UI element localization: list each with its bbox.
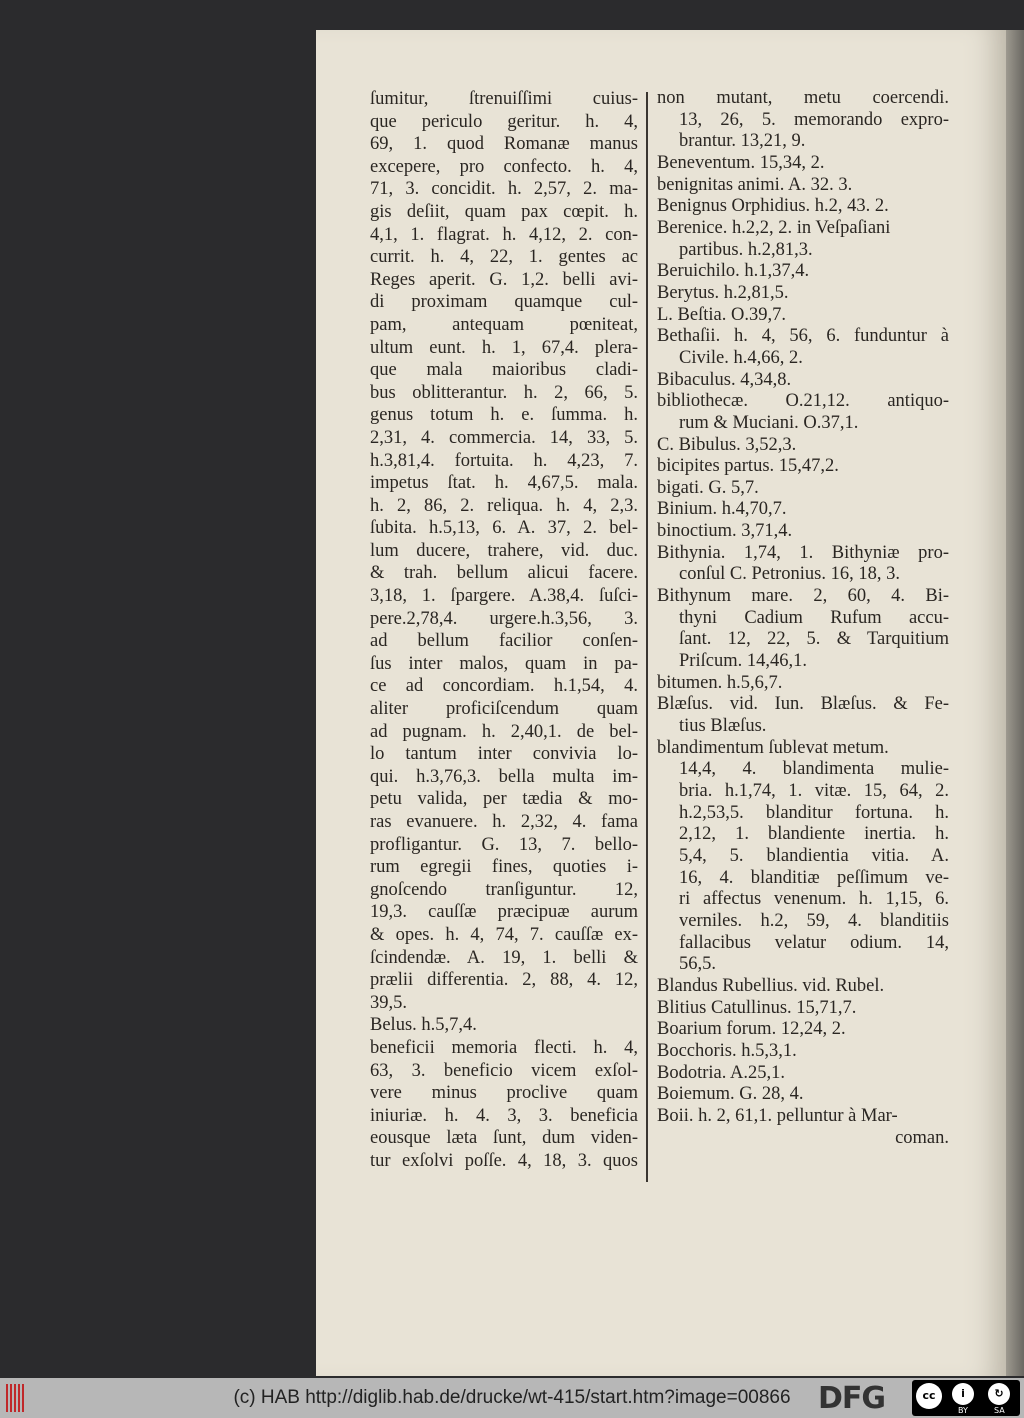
index-line: fallacibus velatur odium. 14, bbox=[679, 932, 949, 953]
index-line: Boii. h. 2, 61,1. pelluntur à Mar- bbox=[657, 1105, 898, 1126]
index-line: eousque læta ſunt, dum viden- bbox=[370, 1128, 638, 1149]
index-line: 19,3. cauſſæ præcipuæ aurum bbox=[370, 902, 638, 923]
index-line: Blæſus. vid. Iun. Blæſus. & Fe- bbox=[657, 694, 949, 715]
index-line: Bocchoris. h.5,3,1. bbox=[657, 1040, 797, 1061]
index-line: Bithynia. 1,74, 1. Bithyniæ pro- bbox=[657, 542, 949, 563]
index-line: Berenice. h.2,2, 2. in Veſpaſiani bbox=[657, 217, 891, 238]
index-line: 13, 26, 5. memorando expro- bbox=[679, 109, 949, 130]
index-line: Reges aperit. G. 1,2. belli avi- bbox=[370, 269, 638, 290]
by-label: BY bbox=[958, 1406, 968, 1415]
cc-icon: cc bbox=[916, 1383, 942, 1409]
index-line: 69, 1. quod Romanæ manus bbox=[370, 134, 638, 155]
index-line: ras evanuere. h. 2,32, 4. fama bbox=[370, 812, 638, 832]
index-line: 56,5. bbox=[679, 954, 716, 975]
index-line: C. Bibulus. 3,52,3. bbox=[657, 434, 797, 455]
index-line: ce ad concordiam. h.1,54, 4. bbox=[370, 676, 638, 697]
index-line: lum ducere, trahere, vid. duc. bbox=[370, 540, 638, 561]
index-line: Binium. h.4,70,7. bbox=[657, 499, 787, 520]
dfg-logo: DFG bbox=[818, 1381, 886, 1416]
index-line: ſubita. h.5,13, 6. A. 37, 2. bel- bbox=[370, 518, 638, 539]
index-line: 2,31, 4. commercia. 14, 33, 5. bbox=[370, 427, 638, 448]
index-line: & trah. bellum alicui facere. bbox=[370, 563, 638, 584]
index-line: bitumen. h.5,6,7. bbox=[657, 672, 783, 693]
index-line: gis deſiit, quam pax cœpit. h. bbox=[370, 201, 638, 222]
index-line: vere minus proclive quam bbox=[370, 1083, 638, 1104]
index-line: non mutant, metu coercendi. bbox=[657, 88, 949, 108]
sa-share-icon: ↻ bbox=[988, 1383, 1010, 1405]
index-line: h.3,81,4. fortuita. h. 4,23, 7. bbox=[370, 450, 638, 471]
index-line: L. Beſtia. O.39,7. bbox=[657, 304, 786, 325]
index-line: beneficii memoria flecti. h. 4, bbox=[370, 1037, 638, 1058]
index-line: verniles. h.2, 59, 4. blanditiis bbox=[679, 910, 949, 931]
by-person-icon: i bbox=[952, 1383, 974, 1405]
index-line: petu valida, per tædia & mo- bbox=[370, 789, 638, 810]
index-line: 39,5. bbox=[370, 992, 407, 1013]
index-line: qui. h.3,76,3. bella multa im- bbox=[370, 766, 638, 787]
index-line: Boiemum. G. 28, 4. bbox=[657, 1084, 804, 1105]
index-line: que periculo geritur. h. 4, bbox=[370, 111, 638, 132]
index-line: 63, 3. beneficio vicem exſol- bbox=[370, 1060, 638, 1081]
index-line: bigati. G. 5,7. bbox=[657, 477, 759, 498]
index-line: partibus. h.2,81,3. bbox=[679, 239, 813, 260]
index-line: 71, 3. concidit. h. 2,57, 2. ma- bbox=[370, 179, 638, 200]
index-line: Belus. h.5,7,4. bbox=[370, 1015, 477, 1036]
index-line: prælii differentia. 2, 88, 4. 12, bbox=[370, 970, 638, 991]
index-line: 3,18, 1. ſpargere. A.38,4. ſuſci- bbox=[370, 586, 638, 607]
index-line: & opes. h. 4, 74, 7. cauſſæ ex- bbox=[370, 924, 638, 945]
index-line: bria. h.1,74, 1. vitæ. 15, 64, 2. bbox=[679, 781, 949, 801]
index-line: Benignus Orphidius. h.2, 43. 2. bbox=[657, 196, 889, 217]
index-line: lo tantum inter convivia lo- bbox=[370, 744, 638, 765]
index-line: excepere, pro confecto. h. 4, bbox=[370, 156, 638, 177]
index-line: genus totum h. e. ſumma. h. bbox=[370, 405, 638, 426]
index-line: Bethaſii. h. 4, 56, 6. funduntur à bbox=[657, 326, 949, 347]
index-line: impetus ſtat. h. 4,67,5. mala. bbox=[370, 473, 638, 494]
index-line: Blandus Rubellius. vid. Rubel. bbox=[657, 975, 885, 996]
index-line: ſant. 12, 22, 5. & Tarquitium bbox=[679, 629, 949, 650]
index-line: Beruichilo. h.1,37,4. bbox=[657, 261, 810, 282]
index-line: Berytus. h.2,81,5. bbox=[657, 282, 789, 303]
footer-bar bbox=[0, 1378, 1024, 1418]
page-edge bbox=[1006, 30, 1024, 1376]
index-line: iniuriæ. h. 4. 3, 3. beneficia bbox=[370, 1105, 638, 1126]
index-line: Blitius Catullinus. 15,71,7. bbox=[657, 997, 857, 1018]
index-line: 16, 4. blanditiæ peſſimum ve- bbox=[679, 867, 949, 888]
index-line: rum & Muciani. O.37,1. bbox=[679, 412, 859, 433]
index-line: benignitas animi. A. 32. 3. bbox=[657, 174, 853, 195]
index-line: di proximam quamque cul- bbox=[370, 292, 638, 313]
index-line: Bithynum mare. 2, 60, 4. Bi- bbox=[657, 586, 949, 607]
index-line: pere.2,78,4. urgere.h.3,56, 3. bbox=[370, 608, 638, 629]
index-line: Bodotria. A.25,1. bbox=[657, 1062, 785, 1083]
index-line: blandimentum ſublevat metum. bbox=[657, 737, 889, 758]
index-line: tur exſolvi poſſe. 4, 18, 3. quos bbox=[370, 1150, 638, 1171]
index-line: thyni Cadium Rufum accu- bbox=[679, 607, 949, 628]
index-line: profligantur. G. 13, 7. bello- bbox=[370, 834, 638, 855]
index-line: brantur. 13,21, 9. bbox=[679, 131, 806, 152]
index-line: Boarium forum. 12,24, 2. bbox=[657, 1019, 846, 1040]
index-line: aliter proficiſcendum quam bbox=[370, 699, 638, 720]
index-line: bicipites partus. 15,47,2. bbox=[657, 456, 839, 477]
index-line: ad bellum facilior conſen- bbox=[370, 631, 638, 652]
cc-by-sa-badge-icon[interactable] bbox=[912, 1380, 1020, 1416]
index-line: currit. h. 4, 22, 1. gentes ac bbox=[370, 247, 638, 268]
index-line: ſcindendæ. A. 19, 1. belli & bbox=[370, 947, 638, 968]
index-line: ſumitur, ſtrenuiſſimi cuius- bbox=[370, 89, 638, 109]
index-line: 2,12, 1. blandiente inertia. h. bbox=[679, 824, 949, 845]
index-line: 14,4, 4. blandimenta mulie- bbox=[679, 759, 949, 780]
index-line: Civile. h.4,66, 2. bbox=[679, 347, 803, 368]
index-line: ultum eunt. h. 1, 67,4. plera- bbox=[370, 337, 638, 358]
index-line: pam, antequam pœniteat, bbox=[370, 314, 638, 335]
index-line: Bibaculus. 4,34,8. bbox=[657, 369, 792, 390]
index-line: ri affectus venenum. h. 1,15, 6. bbox=[679, 889, 949, 910]
sa-label: SA bbox=[994, 1406, 1005, 1415]
index-line: h.2,53,5. blanditur fortuna. h. bbox=[679, 802, 949, 823]
index-line: bibliothecæ. O.21,12. antiquo- bbox=[657, 391, 949, 412]
left-column bbox=[370, 88, 638, 1173]
index-line: gnoſcendo tranſiguntur. 12, bbox=[370, 879, 638, 900]
index-line: que mala maioribus cladi- bbox=[370, 360, 638, 381]
index-line: conſul C. Petronius. 16, 18, 3. bbox=[679, 564, 900, 585]
index-line: coman. bbox=[895, 1127, 949, 1148]
column-divider bbox=[646, 92, 648, 1182]
copyright-link[interactable]: (c) HAB http://diglib.hab.de/drucke/wt-415/start.htm?image=00866 bbox=[233, 1387, 791, 1408]
index-line: ſus inter malos, quam in pa- bbox=[370, 653, 638, 674]
index-line: h. 2, 86, 2. reliqua. h. 4, 2,3. bbox=[370, 495, 638, 516]
right-column bbox=[657, 88, 949, 1149]
index-line: 5,4, 5. blandientia vitia. A. bbox=[679, 845, 949, 866]
index-line: rum egregii fines, quoties i- bbox=[370, 857, 638, 878]
index-line: ad pugnam. h. 2,40,1. de bel- bbox=[370, 721, 638, 742]
index-line: tius Blæſus. bbox=[679, 716, 767, 737]
index-line: bus oblitterantur. h. 2, 66, 5. bbox=[370, 382, 638, 403]
index-line: 4,1, 1. flagrat. h. 4,12, 2. con- bbox=[370, 224, 638, 245]
index-line: Beneventum. 15,34, 2. bbox=[657, 152, 825, 173]
index-line: Priſcum. 14,46,1. bbox=[679, 651, 807, 672]
index-line: binoctium. 3,71,4. bbox=[657, 521, 793, 542]
